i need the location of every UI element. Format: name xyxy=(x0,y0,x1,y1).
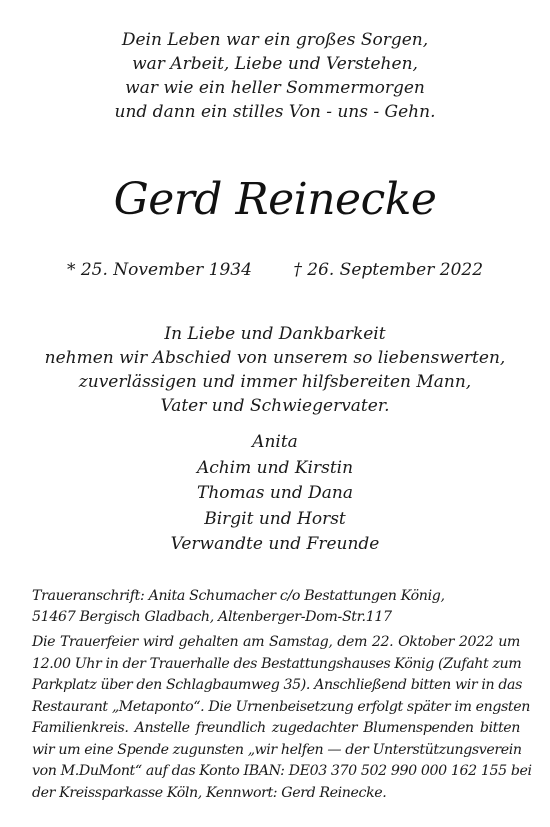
poem-line: war Arbeit, Liebe und Verstehen, xyxy=(132,54,418,74)
mourner-name: Thomas und Dana xyxy=(197,483,353,503)
poem-line: und dann ein stilles Von - uns - Gehn. xyxy=(114,102,436,122)
ceremony-line: Familienkreis. Anstelle freundlich zugedachter Blumenspenden bitten xyxy=(32,720,520,736)
ceremony-line: Die Trauerfeier wird gehalten am Samstag, dem 22. Oktober 2022 um xyxy=(32,634,520,650)
message-line: In Liebe und Dankbarkeit xyxy=(164,324,386,344)
mourner-name: Verwandte und Freunde xyxy=(170,534,380,554)
poem-line: Dein Leben war ein großes Sorgen, xyxy=(121,30,429,50)
life-dates xyxy=(0,258,550,282)
mourners-list xyxy=(0,430,550,558)
ceremony-line: von M.DuMont“ auf das Konto IBAN: DE03 370 502 990 000 162 155 bei xyxy=(32,763,532,779)
farewell-message xyxy=(0,322,550,418)
message-line: nehmen wir Abschied von unserem so liebenswerten, xyxy=(44,348,506,368)
ceremony-line: 12.00 Uhr in der Trauerhalle des Bestattungshauses König (Zufaht zum xyxy=(32,655,522,672)
poem-line: war wie ein heller Sommermorgen xyxy=(125,78,425,98)
ceremony-details xyxy=(32,632,532,804)
ceremony-line: Restaurant „Metaponto“. Die Urnenbeisetzung erfolgt später im engsten xyxy=(32,698,530,715)
birth-date: * 25. November 1934 xyxy=(66,260,252,280)
address-line: 51467 Bergisch Gladbach, Altenberger-Dom-Str.117 xyxy=(32,609,392,625)
death-date: † 26. September 2022 xyxy=(293,260,484,280)
message-line: Vater und Schwiegervater. xyxy=(160,396,390,416)
ceremony-line: Parkplatz über den Schlagbaumweg 35). Anschließend bitten wir in das xyxy=(32,677,522,693)
memorial-poem xyxy=(0,28,550,124)
mourning-address xyxy=(32,586,532,628)
message-line: zuverlässigen und immer hilfsbereiten Mann, xyxy=(78,372,472,392)
ceremony-line: der Kreissparkasse Köln, Kennwort: Gerd Reinecke. xyxy=(32,784,387,801)
address-line: Traueranschrift: Anita Schumacher c/o Bestattungen König, xyxy=(32,588,445,604)
mourner-name: Anita xyxy=(252,432,298,452)
deceased-name: Gerd Reinecke xyxy=(113,174,437,225)
mourner-name: Achim und Kirstin xyxy=(196,457,354,478)
mourner-name: Birgit und Horst xyxy=(204,508,346,529)
ceremony-line: wir um eine Spende zugunsten „wir helfen — der Unterstützungsverein xyxy=(32,741,522,758)
